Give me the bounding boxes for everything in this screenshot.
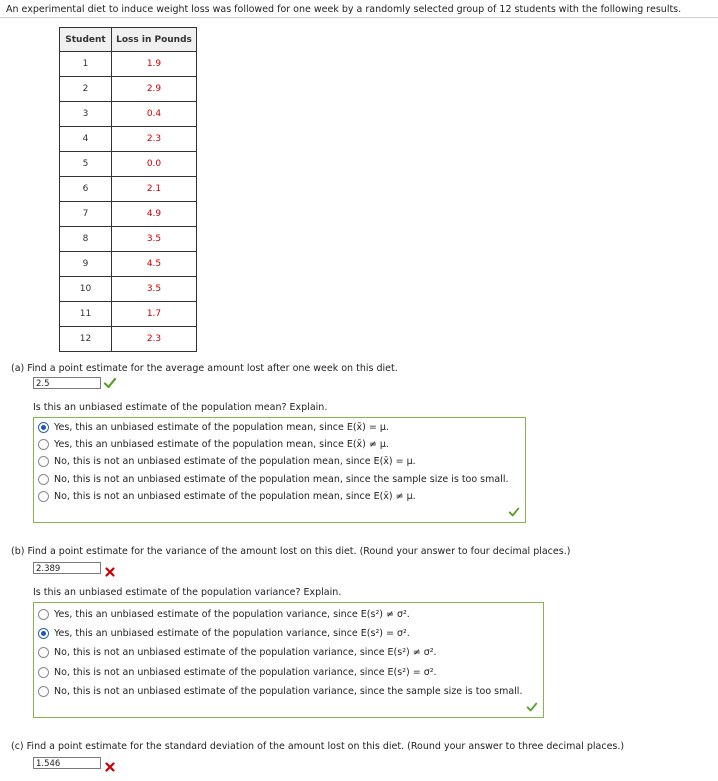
part-b-option[interactable] xyxy=(38,609,410,620)
loss-cell: 4.9 xyxy=(112,202,197,227)
loss-cell: 1.9 xyxy=(112,52,197,77)
table-header-row xyxy=(60,28,197,52)
correct-check-icon xyxy=(103,376,117,390)
student-cell: 6 xyxy=(60,177,112,202)
table-row xyxy=(60,227,197,252)
part-b-option[interactable] xyxy=(38,628,410,639)
problem-intro: An experimental diet to induce weight loss was followed for one week by a randomly selected group of 12 students with the following results. xyxy=(6,4,682,15)
correct-check-icon xyxy=(526,701,538,713)
part-b-sub-question: Is this an unbiased estimate of the population variance? Explain. xyxy=(33,587,342,598)
radio-icon[interactable] xyxy=(38,439,49,450)
part-a-option[interactable] xyxy=(38,439,389,450)
student-cell: 5 xyxy=(60,152,112,177)
option-label: No, this is not an unbiased estimate of the population variance, since E(s²) = σ². xyxy=(54,667,437,678)
loss-cell: 0.4 xyxy=(112,102,197,127)
part-c-answer-input[interactable]: 1.546 xyxy=(33,757,101,769)
table-row xyxy=(60,102,197,127)
part-a-question: (a) Find a point estimate for the average amount lost after one week on this diet. xyxy=(11,363,398,374)
part-b-option[interactable] xyxy=(38,686,522,697)
part-b-answer-input[interactable]: 2.389 xyxy=(33,562,101,574)
column-header-student: Student xyxy=(60,28,112,52)
option-label: Yes, this an unbiased estimate of the population variance, since E(s²) = σ². xyxy=(54,628,410,639)
option-label: Yes, this an unbiased estimate of the population mean, since E(x̄) ≠ μ. xyxy=(54,439,389,450)
table-row xyxy=(60,252,197,277)
incorrect-x-icon xyxy=(104,761,116,773)
student-cell: 4 xyxy=(60,127,112,152)
table-row xyxy=(60,302,197,327)
table-row xyxy=(60,177,197,202)
table-row xyxy=(60,277,197,302)
part-a-option[interactable] xyxy=(38,491,416,502)
part-c-question: (c) Find a point estimate for the standard deviation of the amount lost on this diet. (Round your answer to three decimal places.) xyxy=(11,741,625,752)
loss-cell: 4.5 xyxy=(112,252,197,277)
radio-selected-icon[interactable] xyxy=(38,422,49,433)
loss-cell: 2.3 xyxy=(112,327,197,352)
part-b-option[interactable] xyxy=(38,667,437,678)
radio-icon[interactable] xyxy=(38,609,49,620)
column-header-loss: Loss in Pounds xyxy=(112,28,197,52)
table-row xyxy=(60,202,197,227)
loss-cell: 2.3 xyxy=(112,127,197,152)
correct-check-icon xyxy=(508,506,520,518)
table-row xyxy=(60,127,197,152)
table-row xyxy=(60,52,197,77)
part-b-options-box xyxy=(33,602,544,718)
divider xyxy=(0,17,718,18)
table-row xyxy=(60,152,197,177)
radio-icon[interactable] xyxy=(38,491,49,502)
part-b-question: (b) Find a point estimate for the variance of the amount lost on this diet. (Round your answer to four decimal places.) xyxy=(11,546,571,557)
part-a-option[interactable] xyxy=(38,474,509,485)
radio-icon[interactable] xyxy=(38,647,49,658)
loss-cell: 2.9 xyxy=(112,77,197,102)
student-cell: 9 xyxy=(60,252,112,277)
student-cell: 12 xyxy=(60,327,112,352)
option-label: No, this is not an unbiased estimate of the population mean, since E(x̄) = μ. xyxy=(54,456,416,467)
loss-cell: 2.1 xyxy=(112,177,197,202)
part-a-answer-input[interactable]: 2.5 xyxy=(33,377,101,389)
part-a-options-box xyxy=(33,417,526,523)
option-label: No, this is not an unbiased estimate of the population variance, since the sample size is too small. xyxy=(54,686,523,697)
radio-icon[interactable] xyxy=(38,456,49,467)
option-label: Yes, this an unbiased estimate of the population variance, since E(s²) ≠ σ². xyxy=(54,609,410,620)
student-cell: 1 xyxy=(60,52,112,77)
part-a-option[interactable] xyxy=(38,422,389,433)
radio-icon[interactable] xyxy=(38,474,49,485)
option-label: Yes, this an unbiased estimate of the population mean, since E(x̄) = μ. xyxy=(54,422,389,433)
table-row xyxy=(60,327,197,352)
student-cell: 3 xyxy=(60,102,112,127)
option-label: No, this is not an unbiased estimate of the population variance, since E(s²) ≠ σ². xyxy=(54,647,437,658)
part-a-sub-question: Is this an unbiased estimate of the population mean? Explain. xyxy=(33,402,328,413)
student-cell: 2 xyxy=(60,77,112,102)
loss-cell: 3.5 xyxy=(112,277,197,302)
loss-cell: 3.5 xyxy=(112,227,197,252)
part-b-option[interactable] xyxy=(38,647,437,658)
table-row xyxy=(60,77,197,102)
loss-cell: 0.0 xyxy=(112,152,197,177)
data-table xyxy=(59,27,197,352)
loss-cell: 1.7 xyxy=(112,302,197,327)
student-cell: 11 xyxy=(60,302,112,327)
option-label: No, this is not an unbiased estimate of the population mean, since E(x̄) ≠ μ. xyxy=(54,491,416,502)
student-cell: 10 xyxy=(60,277,112,302)
radio-icon[interactable] xyxy=(38,667,49,678)
option-label: No, this is not an unbiased estimate of the population mean, since the sample size is too small. xyxy=(54,474,509,485)
radio-selected-icon[interactable] xyxy=(38,628,49,639)
part-a-option[interactable] xyxy=(38,456,416,467)
student-cell: 8 xyxy=(60,227,112,252)
student-cell: 7 xyxy=(60,202,112,227)
radio-icon[interactable] xyxy=(38,686,49,697)
incorrect-x-icon xyxy=(104,566,116,578)
